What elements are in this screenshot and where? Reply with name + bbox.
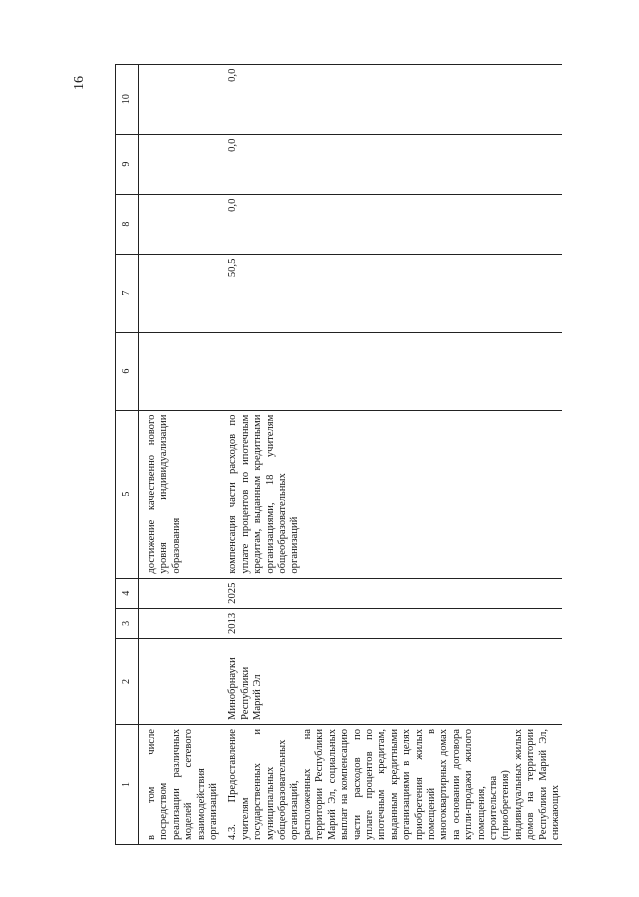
col-header: 1 [116, 725, 139, 845]
cell-value [139, 64, 221, 134]
cell-value: 0,0 [220, 64, 562, 134]
col-header: 10 [116, 64, 139, 134]
col-header: 6 [116, 332, 139, 410]
cell-executor [139, 639, 221, 725]
cell-value: 0,0 [220, 134, 562, 194]
cell-value [139, 134, 221, 194]
cell-value: 50,5 [220, 254, 562, 332]
program-table [115, 64, 562, 845]
col-header: 3 [116, 608, 139, 638]
cell-measure: в том числе посредством реализации различных моделей сетевого взаимодействия организаций [139, 725, 221, 845]
table-row [220, 64, 562, 844]
table-header-row [116, 64, 139, 844]
cell-value [139, 194, 221, 254]
table-row [139, 64, 221, 844]
cell-value: 0,0 [220, 194, 562, 254]
col-header: 8 [116, 194, 139, 254]
cell-start [139, 608, 221, 638]
col-header: 9 [116, 134, 139, 194]
col-header: 5 [116, 410, 139, 578]
cell-result: достижение качественно нового уровня индивидуализации образования [139, 410, 221, 578]
page-number: 16 [72, 76, 87, 90]
cell-end: 2025 [220, 578, 562, 608]
cell-measure: 4.3. Предоставление учителям государственных и муниципальных общеобразовательных организаций, расположенных на территории Республики Марий Эл, социальных выплат на компенсацию части расходов по уплате процентов по ипотечным кредитам, выданным кредитными организациями в целях приобретения жилых помещений в многоквартирных домах на основании договора купли-продажи жилого помещения, строительства (приобретения) индивидуальных жилых домов на территории Республики Марий Эл, снижающих [220, 725, 562, 845]
cell-value [139, 254, 221, 332]
cell-executor: Минобрнауки Республики Марий Эл [220, 639, 562, 725]
cell-result: компенсация части расходов по уплате процентов по ипотечным кредитам, выданным кредитными организациями, 18 учителям общеобразовательных организаций [220, 410, 562, 578]
cell-end [139, 578, 221, 608]
col-header: 2 [116, 639, 139, 725]
cell-value [220, 332, 562, 410]
col-header: 4 [116, 578, 139, 608]
cell-start: 2013 [220, 608, 562, 638]
col-header: 7 [116, 254, 139, 332]
cell-value [139, 332, 221, 410]
